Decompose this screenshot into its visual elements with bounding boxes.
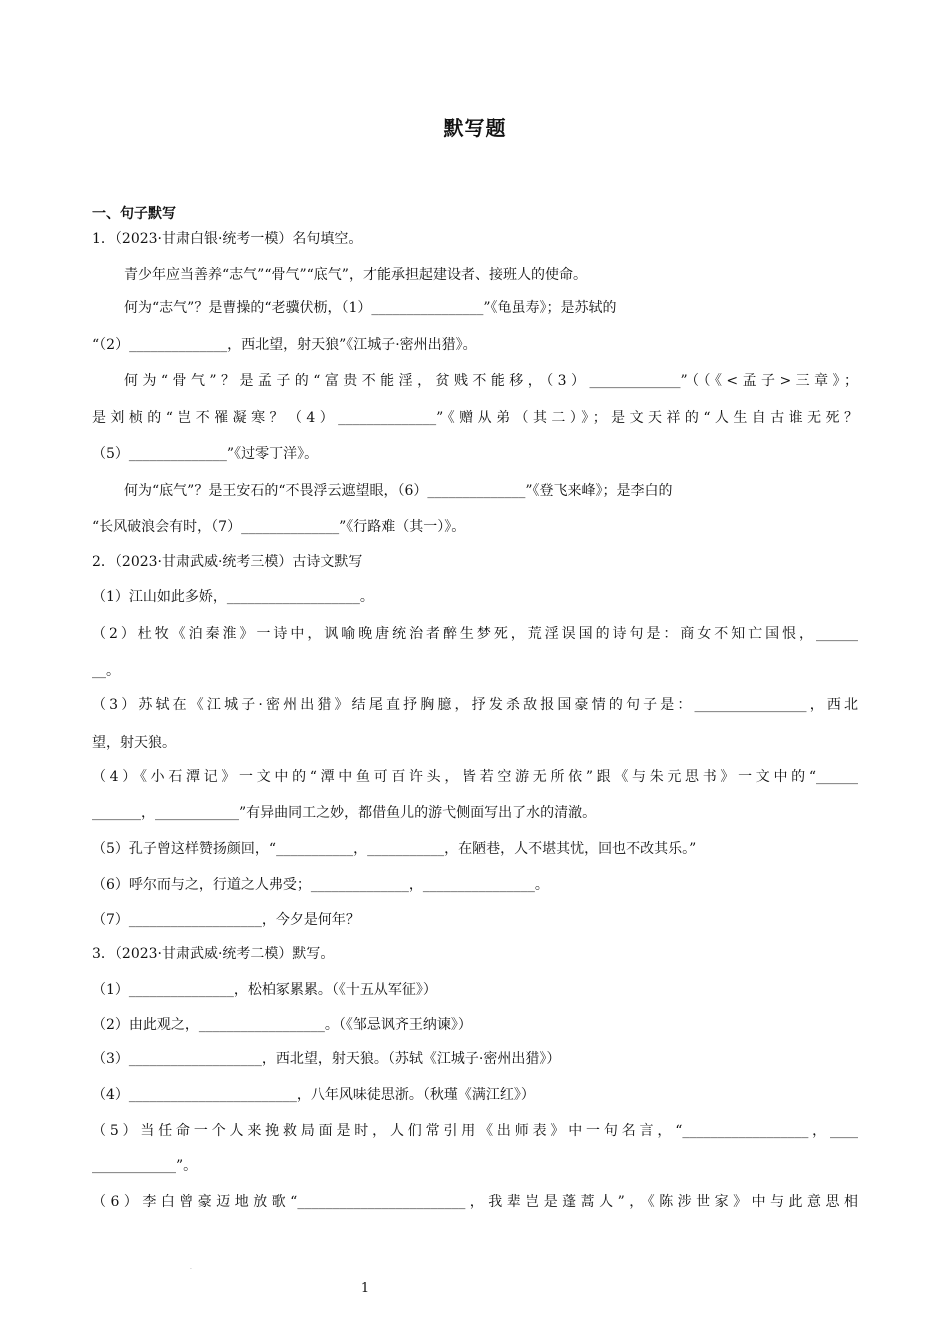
question-2-item: （3）苏轼在《江城子·密州出猎》结尾直抒胸臆，抒发杀敌报国豪情的句子是：________________，西北 [92, 697, 858, 713]
question-3-item: （2）由此观之，__________________。（《邹忌讽齐王纳谏》） [92, 1017, 472, 1033]
section-heading: 一、句子默写 [92, 206, 176, 222]
page-number: 1 [360, 1281, 370, 1296]
question-2-item: （1）江山如此多娇，___________________。 [92, 589, 374, 605]
question-2-item: _______，____________”有异曲同工之妙，都借鱼儿的游弋侧面写出了水的清澈。 [92, 805, 597, 821]
question-1-text: 何为“骨气”？是孟子的“富贵不能淫，贫贱不能移，（3）_____________”（（《<孟子>三章》； [124, 373, 858, 389]
question-2-item: （4）《小石潭记》一文中的“潭中鱼可百许头，皆若空游无所依”跟《与朱元思书》一文中的“______ [92, 769, 858, 785]
question-2-item: __。 [92, 663, 120, 679]
question-1-text: “（2）______________，西北望，射天狼”《江城子·密州出猎》。 [92, 337, 477, 353]
question-1-text: 何为“底气”？是王安石的“不畏浮云遮望眼，（6）______________”《登飞来峰》；是李白的 [124, 483, 673, 499]
page-title: 默写题 [443, 116, 507, 140]
question-2-item: （2）杜牧《泊秦淮》一诗中，讽喻晚唐统治者醉生梦死，荒淫误国的诗句是：商女不知亡国恨，______ [92, 626, 858, 642]
question-3-item: （6）李白曾豪迈地放歌“________________________，我辈岂是蓬蒿人”，《陈涉世家》中与此意思相 [92, 1194, 858, 1210]
question-3-item: （1）_______________，松柏冢累累。（《十五从军征》） [92, 982, 437, 998]
question-2-item: （6）呼尔而与之，行道之人弗受；______________，________________。 [92, 877, 549, 893]
question-3-item: （4）________________________，八年风味徒思浙。（秋瑾《满江红》） [92, 1087, 535, 1103]
question-1-text: 青少年应当善养“志气”“骨气”“底气”，才能承担起建设者、接班人的使命。 [124, 267, 587, 283]
footer-mark: · [190, 1266, 192, 1273]
question-3-item: （3）___________________，西北望，射天狼。（苏轼《江城子·密州出猎》） [92, 1051, 561, 1067]
question-2-item: 望，射天狼。 [92, 735, 176, 751]
question-1-text: “长风破浪会有时，（7）______________”《行路难（其一）》。 [92, 519, 466, 535]
question-1-heading: 1．（2023·甘肃白银·统考一模）名句填空。 [92, 231, 363, 247]
question-3-item: （5）当任命一个人来挽救局面是时，人们常引用《出师表》中一句名言，“__________________，____ [92, 1123, 858, 1139]
question-1-text: 是刘桢的“岂不罹凝寒？（4）______________”《赠从弟（其二）》；是文天祥的“人生自古谁无死？ [92, 410, 858, 426]
question-3-heading: 3．（2023·甘肃武威·统考二模）默写。 [92, 946, 335, 962]
question-1-text: 何为“志气”？是曹操的“老骥伏枥，（1）________________”《龟虽寿》；是苏轼的 [124, 300, 617, 316]
question-2-heading: 2．（2023·甘肃武威·统考三模）古诗文默写 [92, 554, 363, 570]
question-3-item: ____________”。 [92, 1158, 198, 1174]
question-1-text: （5）______________”《过零丁洋》。 [92, 446, 319, 462]
question-2-item: （7）___________________，今夕是何年？ [92, 912, 360, 928]
question-2-item: （5）孔子曾这样赞扬颜回，“___________，___________，在陋巷，人不堪其忧，回也不改其乐。” [92, 841, 697, 857]
